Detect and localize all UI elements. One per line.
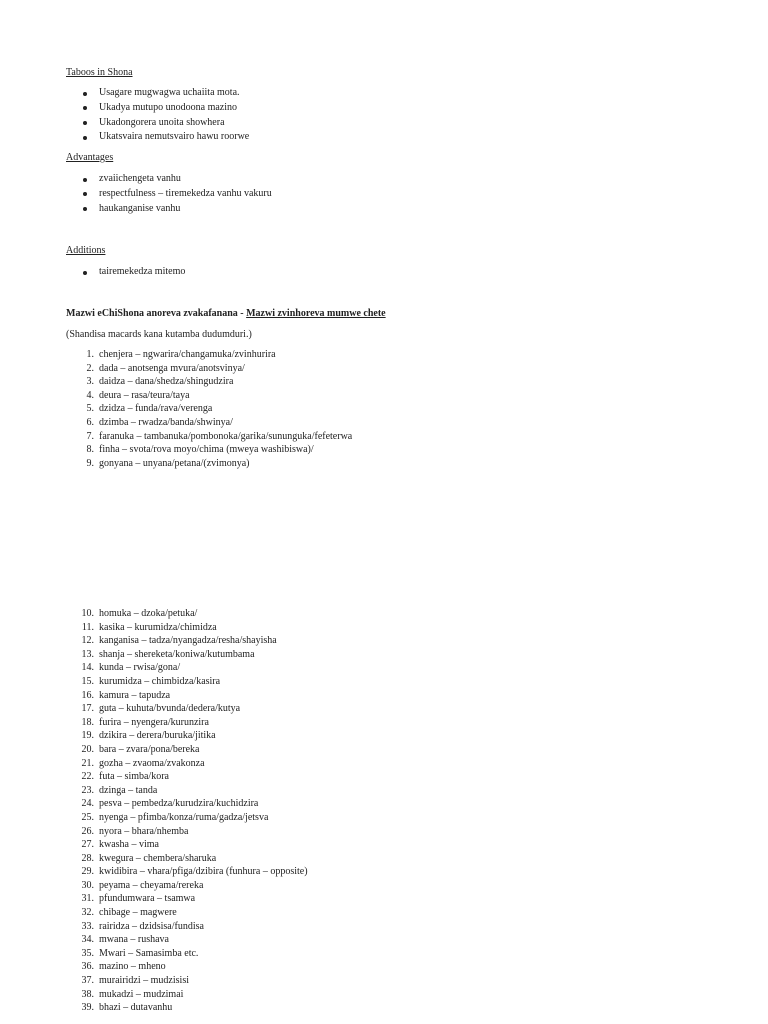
item-text: kwegura – chembera/sharuka <box>99 852 217 864</box>
bullet-dot-icon <box>83 192 87 196</box>
item-text: finha – svota/rova moyo/chima (mweya washibiswa)/ <box>99 444 314 456</box>
synonym-item <box>66 906 308 920</box>
advantages-heading: Advantages <box>66 152 114 163</box>
item-number: 19. <box>81 730 94 742</box>
bullet-item <box>66 101 249 116</box>
synonym-item <box>66 621 308 635</box>
synonym-item <box>66 879 308 893</box>
item-number: 14. <box>81 662 94 674</box>
synonym-item <box>66 852 308 866</box>
synonym-item <box>66 607 308 621</box>
item-text: pesva – pembedza/kurudzira/kuchidzira <box>99 798 259 810</box>
bullet-dot-icon <box>83 178 87 182</box>
item-text: guta – kuhuta/bvunda/dedera/kutya <box>99 703 241 715</box>
item-number: 37. <box>81 975 94 987</box>
item-text: rairidza – dzidsisa/fundisa <box>99 920 204 932</box>
mazwi-title-main: Mazwi eChiShona anoreva zvakafanana - <box>66 308 247 319</box>
bullet-item <box>66 172 272 187</box>
item-text: murairidzi – mudzisisi <box>99 975 189 987</box>
synonym-item <box>66 920 308 934</box>
item-text: kwidibira – vhara/pfiga/dzibira (funhura – opposite) <box>99 866 308 878</box>
synonym-item <box>66 784 308 798</box>
item-text: gonyana – unyana/petana/(zvimonya) <box>99 457 250 469</box>
item-number: 25. <box>81 811 94 823</box>
mazwi-instruction: (Shandisa macards kana kutamba dudumduri.) <box>66 329 252 340</box>
synonym-item <box>66 865 308 879</box>
bullet-text: Ukadya mutupo unodoona mazino <box>99 101 238 113</box>
synonym-item <box>66 1001 308 1015</box>
bullet-text: zvaiichengeta vanhu <box>99 173 181 184</box>
item-number: 4. <box>86 389 94 401</box>
bullet-item <box>66 202 272 217</box>
synonym-item <box>66 960 308 974</box>
item-number: 6. <box>86 416 94 428</box>
item-text: faranuka – tambanuka/pombonoka/garika/sununguka/fefeterwa <box>99 430 353 442</box>
item-number: 8. <box>86 444 94 456</box>
item-text: shanja – shereketa/koniwa/kutumbama <box>99 648 255 660</box>
item-number: 1. <box>86 349 94 360</box>
bullet-text: Usagare mugwagwa uchaiita mota. <box>99 87 240 98</box>
bullet-text: tairemekedza mitemo <box>99 266 186 277</box>
item-number: 17. <box>81 703 94 715</box>
item-text: kwasha – vima <box>99 839 159 851</box>
synonym-item <box>66 648 308 662</box>
mazwi-title-underlined: Mazwi zvinhoreva mumwe chete <box>246 308 386 319</box>
synonym-item <box>66 729 308 743</box>
item-number: 34. <box>81 934 94 946</box>
bullet-item <box>66 187 272 202</box>
synonym-item <box>66 770 308 784</box>
synonym-item <box>66 348 352 362</box>
item-number: 27. <box>81 839 94 851</box>
item-text: dzidza – funda/rava/verenga <box>99 403 213 415</box>
item-number: 30. <box>81 879 94 891</box>
item-number: 22. <box>81 771 94 783</box>
item-number: 12. <box>81 635 94 647</box>
item-text: kanganisa – tadza/nyangadza/resha/shayisha <box>99 635 277 647</box>
item-number: 21. <box>81 757 94 769</box>
item-text: mazino – mheno <box>99 961 166 973</box>
item-text: kunda – rwisa/gona/ <box>99 662 181 674</box>
bullet-dot-icon <box>83 271 87 275</box>
advantages-list <box>66 172 272 216</box>
synonym-item <box>66 661 308 675</box>
bullet-text: haukanganise vanhu <box>99 202 181 214</box>
item-text: futa – simba/kora <box>99 771 169 783</box>
item-number: 10. <box>81 608 94 619</box>
item-number: 16. <box>81 689 94 701</box>
synonym-item <box>66 375 352 389</box>
taboos-heading: Taboos in Shona <box>66 67 133 78</box>
additions-list <box>66 265 185 280</box>
synonym-item <box>66 362 352 376</box>
synonym-item <box>66 838 308 852</box>
synonym-item <box>66 892 308 906</box>
item-text: chibage – magwere <box>99 907 177 919</box>
item-number: 7. <box>86 430 94 442</box>
synonym-item <box>66 974 308 988</box>
bullet-item <box>66 130 249 145</box>
bullet-dot-icon <box>83 207 87 211</box>
item-number: 32. <box>81 907 94 919</box>
synonym-list-part1 <box>66 348 352 470</box>
item-number: 11. <box>81 621 94 633</box>
synonym-item <box>66 757 308 771</box>
item-number: 33. <box>81 920 94 932</box>
synonym-item <box>66 389 352 403</box>
item-number: 39. <box>81 1002 94 1014</box>
synonym-item <box>66 933 308 947</box>
item-number: 26. <box>81 825 94 837</box>
mazwi-title <box>66 308 386 319</box>
synonym-item <box>66 443 352 457</box>
item-number: 36. <box>81 961 94 973</box>
item-text: mukadzi – mudzimai <box>99 988 184 1000</box>
item-number: 5. <box>86 403 94 415</box>
item-text: pfundumwara – tsamwa <box>99 893 196 905</box>
synonym-item <box>66 743 308 757</box>
bullet-text: respectfulness – tiremekedza vanhu vakuru <box>99 187 272 199</box>
bullet-item <box>66 116 249 131</box>
synonym-item <box>66 797 308 811</box>
item-number: 18. <box>81 716 94 728</box>
item-text: kamura – tapudza <box>99 689 171 701</box>
item-text: nyora – bhara/nhemba <box>99 825 189 837</box>
synonym-item <box>66 675 308 689</box>
bullet-item <box>66 265 185 280</box>
synonym-item <box>66 825 308 839</box>
item-text: kurumidza – chimbidza/kasira <box>99 675 221 687</box>
bullet-text: Ukatsvaira nemutsvairo hawu roorwe <box>99 131 250 143</box>
synonym-item <box>66 416 352 430</box>
bullet-item <box>66 86 249 101</box>
item-number: 20. <box>81 743 94 755</box>
taboos-list <box>66 86 249 145</box>
synonym-item <box>66 430 352 444</box>
item-text: bara – zvara/pona/bereka <box>99 743 200 755</box>
item-number: 31. <box>81 893 94 905</box>
bullet-dot-icon <box>83 121 87 125</box>
item-text: kasika – kurumidza/chimidza <box>99 621 217 633</box>
item-number: 23. <box>81 784 94 796</box>
item-number: 28. <box>81 852 94 864</box>
item-number: 2. <box>86 362 94 374</box>
synonym-list-part2 <box>66 607 308 1015</box>
item-number: 13. <box>81 648 94 660</box>
item-text: gozha – zvaoma/zvakonza <box>99 757 205 769</box>
item-text: chenjera – ngwarira/changamuka/zvinhurira <box>99 349 276 360</box>
item-number: 9. <box>86 457 94 469</box>
item-text: mwana – rushava <box>99 934 169 946</box>
synonym-item <box>66 988 308 1002</box>
bullet-text: Ukadongorera unoita showhera <box>99 116 225 128</box>
item-text: dzimba – rwadza/banda/shwinya/ <box>99 416 233 428</box>
synonym-item <box>66 702 308 716</box>
item-text: furira – nyengera/kurunzira <box>99 716 209 728</box>
synonym-item <box>66 689 308 703</box>
item-number: 38. <box>81 988 94 1000</box>
item-number: 15. <box>81 675 94 687</box>
item-text: dzinga – tanda <box>99 784 158 796</box>
synonym-item <box>66 716 308 730</box>
synonym-item <box>66 634 308 648</box>
item-text: peyama – cheyama/rereka <box>99 879 204 891</box>
item-number: 3. <box>86 376 94 388</box>
item-number: 29. <box>81 866 94 878</box>
item-text: dzikira – derera/buruka/jitika <box>99 730 216 742</box>
bullet-dot-icon <box>83 92 87 96</box>
item-text: daidza – dana/shedza/shingudzira <box>99 376 234 388</box>
item-number: 35. <box>81 947 94 959</box>
item-text: nyenga – pfimba/konza/ruma/gadza/jetsva <box>99 811 269 823</box>
item-text: bhazi – dutavanhu <box>99 1002 173 1014</box>
synonym-item <box>66 811 308 825</box>
synonym-item <box>66 947 308 961</box>
synonym-item <box>66 402 352 416</box>
bullet-dot-icon <box>83 136 87 140</box>
item-text: homuka – dzoka/petuka/ <box>99 608 198 619</box>
item-text: dada – anotsenga mvura/anotsvinya/ <box>99 362 245 374</box>
additions-heading: Additions <box>66 245 106 256</box>
synonym-item <box>66 457 352 471</box>
bullet-dot-icon <box>83 106 87 110</box>
item-text: deura – rasa/teura/taya <box>99 389 190 401</box>
item-text: Mwari – Samasimba etc. <box>99 947 199 959</box>
item-number: 24. <box>81 798 94 810</box>
